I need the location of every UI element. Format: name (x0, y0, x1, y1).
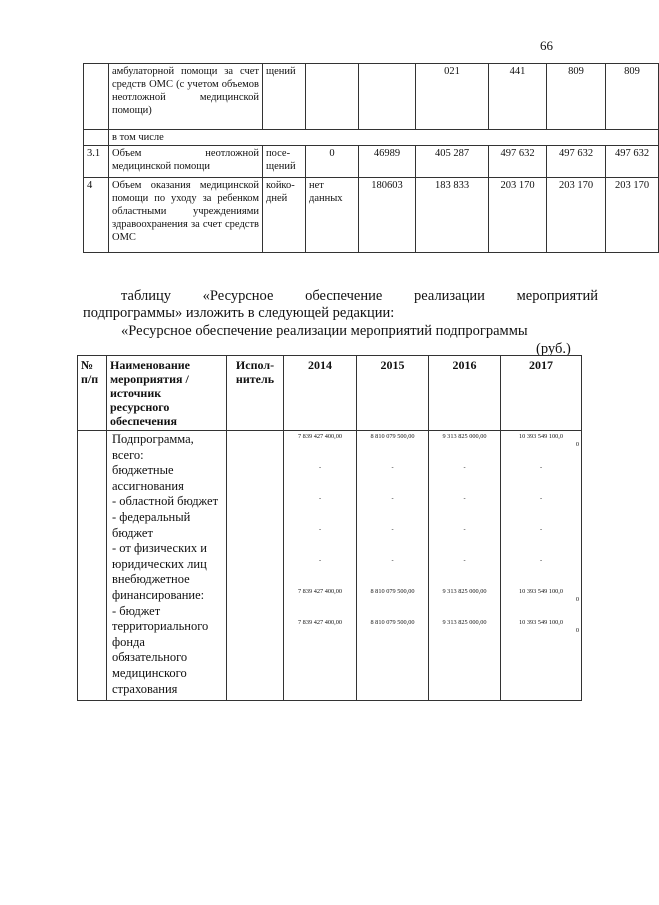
value: - (463, 526, 466, 533)
value: 9 313 825 000,00 (442, 619, 487, 626)
list-item: бюджетные ассигнования (112, 463, 184, 493)
executor-cell (227, 431, 284, 701)
value: - (539, 526, 543, 533)
value: 8 810 079 500,00 (370, 588, 415, 595)
value: - (539, 464, 543, 471)
values-2016 (429, 431, 501, 701)
value: - (391, 557, 394, 564)
items-cell (107, 431, 227, 701)
page-number: 66 (540, 38, 553, 53)
value: 10 393 549 100,0 (518, 619, 564, 626)
cell-value (306, 64, 359, 130)
cell-value: 183 833 (416, 178, 489, 253)
cell-value: 809 (606, 64, 659, 130)
resource-table (77, 355, 582, 701)
header-executor: Испол-нитель (227, 356, 284, 431)
cell-value: 180603 (359, 178, 416, 253)
row-number: 3.1 (84, 146, 109, 178)
value: - (463, 495, 466, 502)
value: - (318, 464, 322, 471)
value: - (463, 557, 466, 564)
row-unit: койко-дней (263, 178, 306, 253)
list-item: - федеральный бюджет (112, 509, 191, 540)
cell-value: 0 (306, 146, 359, 178)
value: 9 313 825 000,00 (442, 588, 487, 595)
list-item: - от физических и юридических лиц (112, 541, 207, 571)
indicators-table (83, 63, 659, 253)
list-item: - бюджет территориального фонда обязательного медицинского страхования (112, 603, 209, 696)
value: - (463, 464, 466, 471)
paragraph-line: таблицу «Ресурсное обеспечение реализации мероприятий (121, 288, 598, 304)
row-number (84, 64, 109, 130)
value: - (391, 464, 394, 471)
cell-value: 203 170 (547, 178, 606, 253)
row-name: в том числе (109, 130, 659, 146)
row-name: Объем оказания медицинской помощи по уходу за ребенком областными учреждениями здравоохранения за счет средств ОМС (109, 178, 263, 253)
value: - (318, 526, 322, 533)
cell-value: 405 287 (416, 146, 489, 178)
header-2015: 2015 (357, 356, 429, 431)
list-item: внебюджетное финансирование: (112, 572, 205, 602)
table-row (84, 64, 659, 130)
cell-value: 46989 (359, 146, 416, 178)
row-number (78, 431, 107, 701)
value: - (539, 557, 543, 564)
value: 10 393 549 100,0 (518, 433, 564, 440)
cell-value: 203 170 (489, 178, 547, 253)
table-row (84, 146, 659, 178)
header-num: № п/п (78, 356, 107, 431)
value-wrap: 0 (575, 441, 579, 448)
cell-value: нет данных (306, 178, 359, 253)
values-2015 (357, 431, 429, 701)
cell-value: 497 632 (489, 146, 547, 178)
row-name: Объем неотложной медицинской помощи (109, 146, 263, 178)
header-name: Наименование мероприятия / источник ресурсного обеспечения (107, 356, 227, 431)
value: - (318, 557, 322, 564)
value-wrap: 0 (575, 627, 579, 634)
value: 8 810 079 500,00 (370, 433, 415, 440)
value-wrap: 0 (575, 596, 579, 603)
value: 7 839 427 400,00 (297, 433, 343, 440)
value: 10 393 549 100,0 (518, 588, 564, 595)
values-2017 (501, 431, 582, 701)
header-2017: 2017 (501, 356, 582, 431)
row-number (84, 130, 109, 146)
values-2014 (284, 431, 357, 701)
value: - (318, 495, 322, 502)
value: 8 810 079 500,00 (370, 619, 415, 626)
table-header-row (78, 356, 582, 431)
table-row (84, 178, 659, 253)
cell-value: 497 632 (606, 146, 659, 178)
value: 9 313 825 000,00 (442, 433, 487, 440)
table-title: «Ресурсное обеспечение реализации мероприятий подпрограммы (121, 323, 528, 339)
cell-value: 809 (547, 64, 606, 130)
value: 7 839 427 400,00 (297, 588, 343, 595)
value: - (391, 495, 394, 502)
paragraph-line: подпрограммы» изложить в следующей редакции: (83, 305, 395, 321)
row-unit: посе-щений (263, 146, 306, 178)
table-row (84, 130, 659, 146)
table-row (78, 431, 582, 701)
units-label: (руб.) (536, 341, 571, 357)
cell-value: 497 632 (547, 146, 606, 178)
cell-value (359, 64, 416, 130)
cell-value: 021 (416, 64, 489, 130)
row-number: 4 (84, 178, 109, 253)
cell-value: 203 170 (606, 178, 659, 253)
row-name: амбулаторной помощи за счет средств ОМС (с учетом объемов неотложной медицинской помощи) (109, 64, 263, 130)
list-item: - областной бюджет (112, 494, 219, 509)
cell-value: 441 (489, 64, 547, 130)
header-2014: 2014 (284, 356, 357, 431)
list-item: Подпрограмма, всего: (112, 432, 194, 462)
header-2016: 2016 (429, 356, 501, 431)
value: 7 839 427 400,00 (297, 619, 343, 626)
value: - (391, 526, 394, 533)
row-unit: щений (263, 64, 306, 130)
value: - (539, 495, 543, 502)
